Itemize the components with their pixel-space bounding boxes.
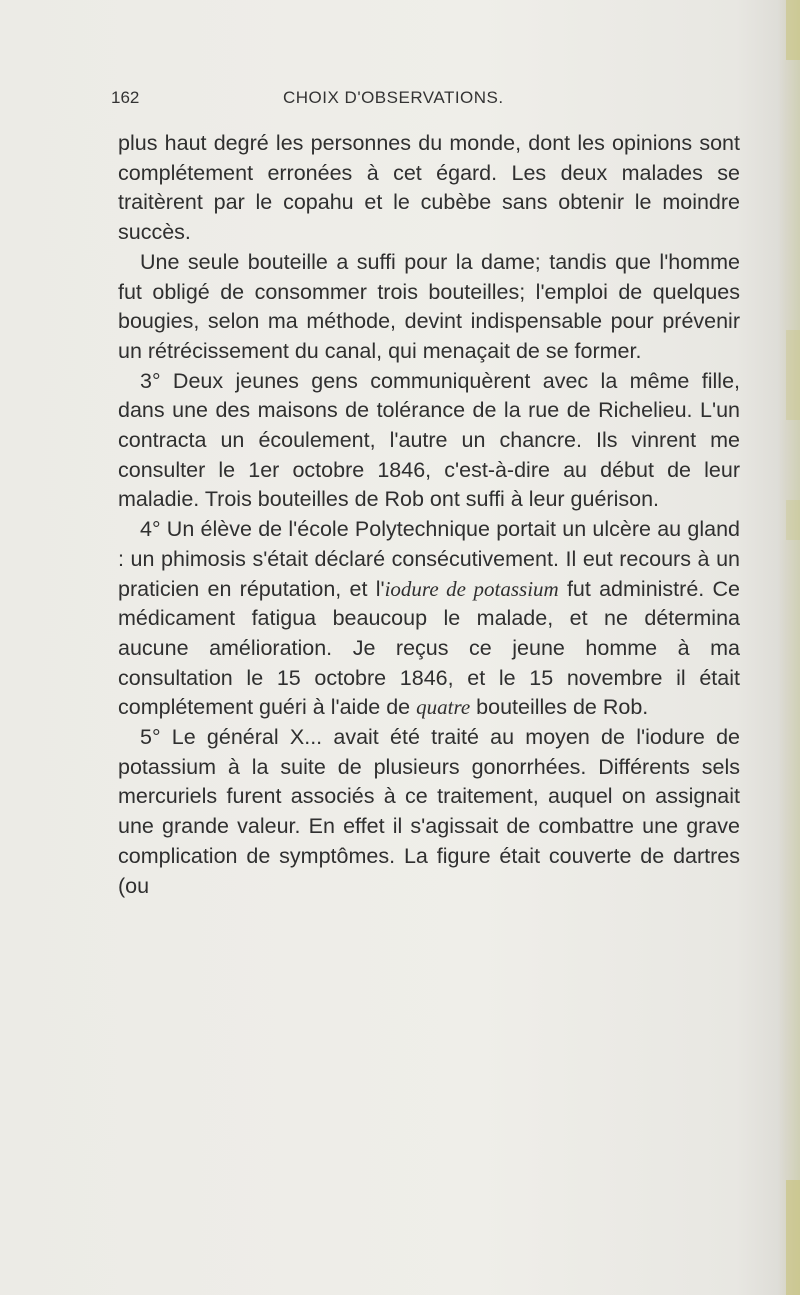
paragraph-text: fut administré. Ce médicament fatigua beaucoup le malade, et ne détermina aucune amélioration. Je reçus ce jeune homme à ma consultation le 15 octobre 1846, et le 15 novembre il était complétement guéri à l'aide de: [118, 576, 740, 720]
edge-stain: [786, 0, 800, 60]
running-head: CHOIX D'OBSERVATIONS.: [283, 88, 504, 107]
paragraph: 5° Le général X... avait été traité au moyen de l'iodure de potassium à la suite de plusieurs gonorrhées. Différents sels mercuriels furent associés à ce traitement, auquel on assignait une grande valeur. En effet il s'agissait de combattre une grave complication de symptômes. La figure était couverte de dartres (ou: [118, 725, 740, 898]
paragraph-text: bouteilles de Rob.: [470, 695, 649, 720]
paragraph: plus haut degré les personnes du monde, dont les opinions sont complétement erronées à cet égard. Les deux malades se traitèrent par le copahu et le cubèbe sans obtenir le moindre succès.: [118, 131, 740, 245]
edge-stain: [786, 330, 800, 420]
paragraph: Une seule bouteille a suffi pour la dame; tandis que l'homme fut obligé de consommer trois bouteilles; l'emploi de quelques bougies, selon ma méthode, devint indispensable pour prévenir un rétrécissement du canal, qui menaçait de se former.: [118, 249, 740, 363]
page-number: 162: [111, 88, 140, 107]
italic-term: quatre: [416, 695, 471, 720]
edge-stain: [786, 500, 800, 540]
paragraph-text: 4° Un élève de l'école Polytechnique portait un ulcère au gland : un phimosis s'était déclaré consécutivement. Il eut recours à un praticien en réputation, et l': [118, 517, 740, 601]
paragraph: [118, 515, 740, 723]
page-edge-shadow: [778, 0, 800, 1295]
body-text: [118, 129, 740, 901]
page-header: [111, 88, 711, 118]
paragraph: 3° Deux jeunes gens communiquèrent avec la même fille, dans une des maisons de tolérance de la rue de Richelieu. L'un contracta un écoulement, l'autre un chancre. Ils vinrent me consulter le 1er octobre 1846, c'est-à-dire au début de leur maladie. Trois bouteilles de Rob ont suffi à leur guérison.: [118, 368, 740, 512]
italic-term: iodure de potassium: [384, 576, 559, 601]
edge-stain: [786, 1180, 800, 1295]
